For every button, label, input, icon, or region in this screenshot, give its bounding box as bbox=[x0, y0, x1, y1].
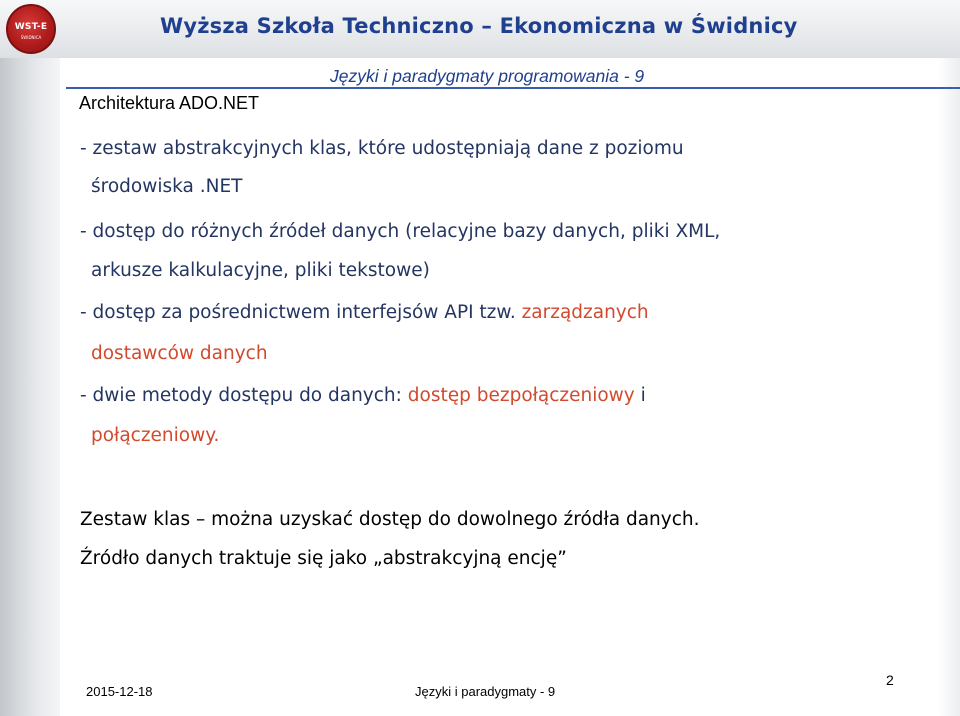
bullet-3-line-1 bbox=[80, 302, 649, 323]
school-name: Wyższa Szkoła Techniczno – Ekonomiczna w Świdnicy bbox=[160, 14, 798, 38]
bullet-4-highlight: dostęp bezpołączeniowy bbox=[407, 385, 635, 406]
bullet-1-line-1: - zestaw abstrakcyjnych klas, które udostępniają dane z poziomu bbox=[80, 138, 684, 159]
page-number: 2 bbox=[886, 672, 894, 688]
school-logo bbox=[6, 4, 56, 54]
header-divider bbox=[66, 87, 960, 89]
bullet-4-conjunction: i bbox=[634, 385, 646, 406]
bullet-4-text: - dwie metody dostępu do danych: bbox=[80, 385, 408, 406]
logo-text: WST-E bbox=[14, 22, 48, 32]
bullet-3-highlight: zarządzanych bbox=[521, 302, 649, 323]
bullet-4-line-2: połączeniowy. bbox=[91, 425, 220, 446]
left-decorative-band bbox=[0, 0, 60, 716]
footer-date: 2015-12-18 bbox=[86, 684, 153, 699]
footer-subject: Języki i paradygmaty - 9 bbox=[415, 684, 556, 699]
summary-line-2: Źródło danych traktuje się jako „abstrakcyjną encję” bbox=[80, 548, 567, 569]
right-decorative-strip bbox=[938, 58, 960, 716]
bullet-2-line-2: arkusze kalkulacyjne, pliki tekstowe) bbox=[91, 260, 430, 281]
bullet-3-text: - dostęp za pośrednictwem interfejsów API tzw. bbox=[80, 302, 522, 323]
subject-heading: Języki i paradygmaty programowania - 9 bbox=[330, 66, 645, 86]
bullet-4-line-1 bbox=[80, 385, 646, 406]
bullet-1-line-2: środowiska .NET bbox=[91, 176, 243, 197]
logo-subtext: ŚWIDNICA bbox=[20, 35, 42, 40]
summary-line-1: Zestaw klas – można uzyskać dostęp do dowolnego źródła danych. bbox=[80, 509, 700, 530]
bullet-3-line-2: dostawców danych bbox=[91, 343, 268, 364]
slide-title: Architektura ADO.NET bbox=[79, 93, 260, 113]
bullet-2-line-1: - dostęp do różnych źródeł danych (relacyjne bazy danych, pliki XML, bbox=[80, 221, 721, 242]
